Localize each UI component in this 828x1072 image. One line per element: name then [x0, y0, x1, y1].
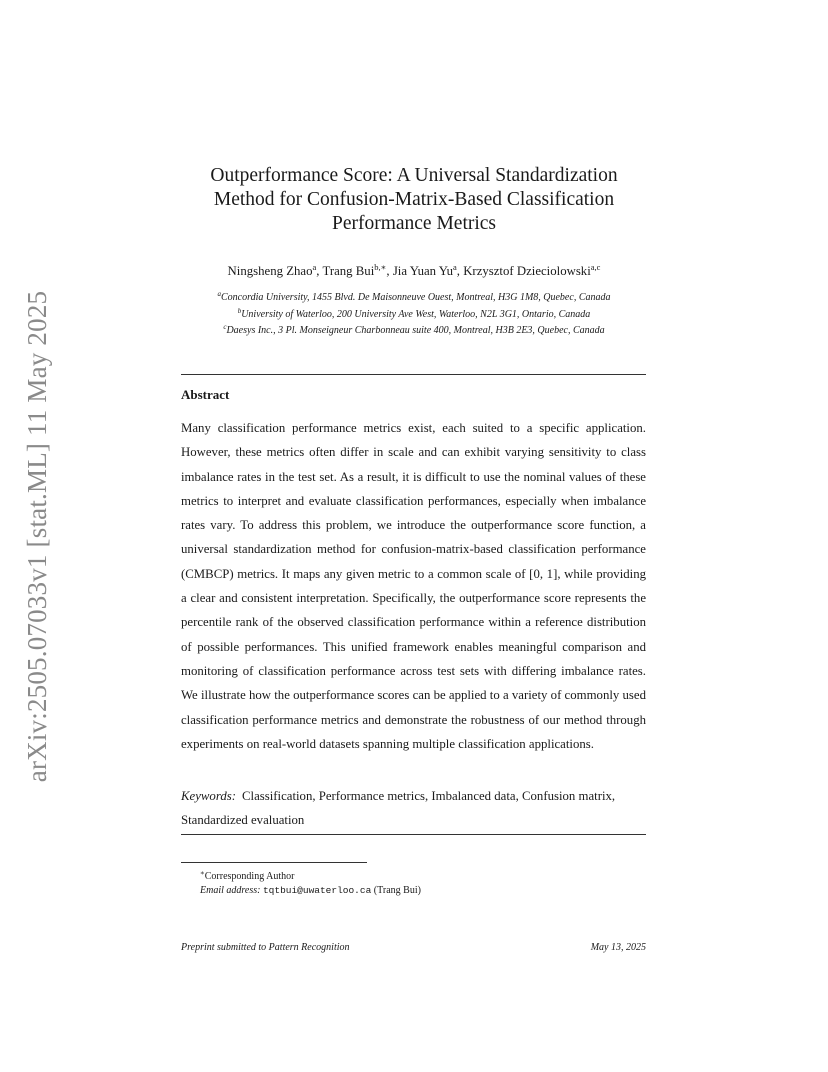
footer-date: May 13, 2025 [590, 942, 646, 953]
abstract-heading: Abstract [181, 387, 230, 402]
author-list [150, 259, 678, 279]
keywords-text: Classification, Performance metrics, Imbalanced data, Confusion matrix, Standardized evaluation [181, 789, 616, 828]
footnote-corresponding [200, 867, 421, 884]
title-line: Outperformance Score: A Universal Standardization [210, 165, 618, 186]
footnote-marker: ∗ [200, 869, 205, 877]
affiliation-text: Concordia University, 1455 Blvd. De Maisonneuve Ouest, Montreal, H3G 1M8, Quebec, Canada [221, 292, 611, 303]
affiliation-text: Daesys Inc., 3 Pl. Monseigneur Charbonneau suite 400, Montreal, H3B 2E3, Quebec, Canada [226, 325, 605, 336]
author-affiliation-marker: a [312, 262, 317, 272]
affiliation [150, 288, 678, 305]
arxiv-sidebar-stamp [20, 286, 56, 786]
abstract-bottom-divider [181, 834, 646, 835]
author-name: Ningsheng Zhao [227, 264, 313, 278]
author-name: Jia Yuan Yu [392, 264, 453, 278]
paper-title [150, 164, 678, 236]
author-separator: , [316, 264, 323, 278]
arxiv-identifier: arXiv:2505.07033v1 [stat.ML] 11 May 2025 [22, 290, 53, 782]
email-address: tqtbui@uwaterloo.ca [262, 884, 372, 896]
affiliation [150, 321, 678, 338]
affiliation-marker: c [223, 323, 227, 331]
author-separator: , [456, 264, 464, 278]
footnotes [200, 867, 421, 897]
title-line: Performance Metrics [331, 213, 497, 234]
affiliation-text: University of Waterloo, 200 University Ave West, Waterloo, N2L 3G1, Ontario, Canada [241, 308, 591, 320]
affiliation [150, 305, 678, 322]
abstract-body: Many classification performance metrics exist, each suited to a specific application. However, these metrics often differ in scale and can exhibit varying sensitivity to class imbalance rates in the test set. As a result, it is difficult to use the nominal values of these metrics to interpret and evaluate classification performances, especially when imbalance rates vary. To address this problem, we introduce the outperformance score function, a universal standardization method for confusion-matrix-based classification performance (CMBCP) metrics. It maps any given metric to a common scale of [0, 1], while providing a clear and consistent interpretation. Specifically, the outperformance score represents the percentile rank of the observed classification performance within a reference distribution of possible performances. This unified framework enables meaningful comparison and monitoring of classification performance across test sets with differing imbalance rates. We illustrate how the outperformance scores can be applied to a variety of commonly used classification performance metrics and demonstrate the robustness of our method through experiments on real-world datasets spanning multiple classification applications. [181, 421, 646, 751]
keywords-label: Keywords: [181, 789, 236, 803]
page-footer [181, 942, 646, 953]
author-separator: , [386, 264, 393, 278]
email-owner: (Trang Bui) [373, 884, 421, 896]
author-name: Trang Bui [322, 264, 375, 278]
affiliation-list [150, 288, 678, 338]
affiliation-marker: b [237, 306, 242, 315]
footnote-email [200, 884, 421, 898]
corresponding-author-label: Corresponding Author [204, 871, 295, 882]
keywords [181, 784, 646, 833]
author-affiliation-marker: b,∗ [374, 262, 387, 272]
footer-journal-note: Preprint submitted to Pattern Recognition [181, 942, 350, 953]
footnote-divider [181, 862, 367, 863]
title-line: Method for Confusion-Matrix-Based Classification [213, 189, 615, 210]
author-name: Krzysztof Dzieciolowski [463, 264, 591, 278]
affiliation-marker: a [217, 290, 222, 298]
author-affiliation-marker: a [453, 262, 457, 272]
author-affiliation-marker: a,c [590, 262, 601, 272]
abstract-top-divider [181, 374, 646, 375]
email-label: Email address: [200, 884, 261, 896]
